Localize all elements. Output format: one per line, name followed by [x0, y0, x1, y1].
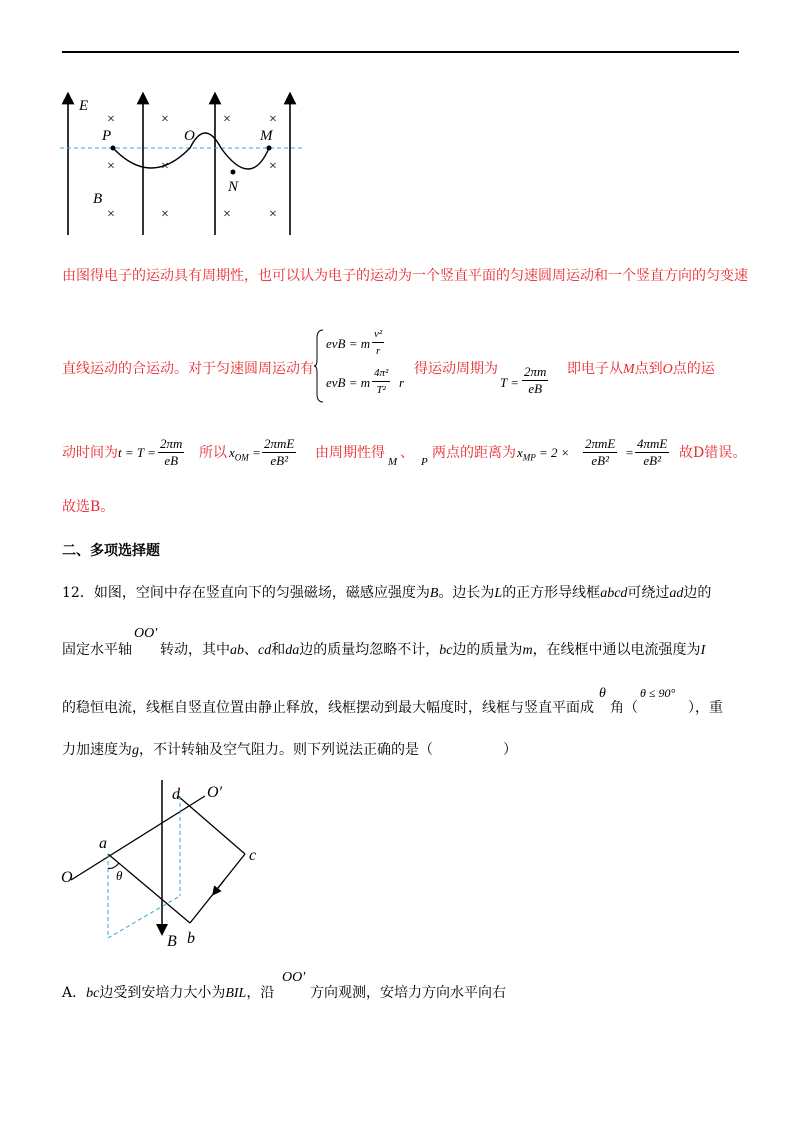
solution-line-2a: 直线运动的合运动。对于匀速圆周运动有: [62, 361, 314, 377]
solution-line-3a: 动时间为: [62, 445, 118, 461]
text-segment: 边的质量为: [452, 642, 523, 658]
equals-sign: =: [252, 445, 261, 460]
question-12-line-3b: 角（: [610, 700, 638, 716]
cross-mark: ×: [107, 207, 115, 222]
symbol-I: I: [700, 643, 706, 658]
solution-line-3b: 所以: [199, 445, 227, 461]
cross-mark: ×: [269, 207, 277, 222]
point-P: [111, 146, 116, 151]
cross-mark: ×: [107, 112, 115, 127]
fraction-numerator: 4π²: [372, 365, 390, 382]
edge-ab: [108, 854, 190, 923]
fraction-numerator: 2πm: [160, 436, 183, 451]
symbol-x: x: [229, 445, 235, 460]
symbol-ad: ad: [669, 586, 684, 601]
fraction-numerator: 2πm: [524, 364, 547, 379]
text-segment: 点到: [634, 361, 663, 377]
question-12-line-1: [62, 583, 711, 604]
equation-brace: [313, 328, 325, 404]
cross-mark: ×: [269, 112, 277, 127]
label-E: E: [79, 98, 89, 114]
xom-fraction: [262, 436, 296, 469]
question-12-line-2a: 固定水平轴: [62, 642, 132, 658]
xom-lhs: [229, 445, 261, 463]
text-segment: ，在线框中通以电流强度为: [532, 642, 701, 658]
fraction-numerator: 2πmE: [264, 436, 295, 451]
axis-OO-prime-option: OO′: [282, 970, 306, 985]
text-segment: 的正方形导线框: [502, 585, 601, 601]
symbol-B: B: [429, 586, 439, 601]
cross-mark: ×: [223, 207, 231, 222]
conclusion: 故选B。: [62, 499, 115, 515]
symbol-m: m: [522, 643, 533, 658]
solution-line-2b: 得运动周期为: [414, 361, 498, 377]
axis-OO-prime: OO′: [134, 626, 158, 641]
label-O: O: [184, 128, 195, 144]
point-N: [231, 170, 236, 175]
fraction-denominator: T²: [376, 384, 386, 396]
solution-line-3c: 由周期性得: [315, 445, 385, 461]
symbol-g: g: [132, 743, 139, 758]
current-arrow: [215, 879, 225, 892]
rotation-axis: [71, 796, 205, 880]
figure-electron-trajectory: [55, 90, 315, 240]
symbol-BIL: BIL: [225, 986, 247, 1001]
label-theta: θ: [116, 868, 123, 883]
label-c: c: [249, 847, 257, 864]
equation-2-fraction: [372, 365, 390, 398]
separator: 、: [400, 445, 414, 461]
symbol-x: x: [517, 445, 523, 460]
fraction-denominator: eB²: [591, 453, 609, 468]
fraction-numerator: 4πmE: [637, 436, 668, 451]
xmp-fraction-1: [583, 436, 617, 469]
point-M: [267, 146, 272, 151]
equation-1-fraction: [372, 326, 384, 359]
fraction-numerator: 2πmE: [585, 436, 616, 451]
solution-line-3d: 两点的距离为: [432, 445, 516, 461]
time-fraction: [158, 436, 184, 469]
label-M: M: [260, 128, 273, 144]
label-N: N: [228, 179, 239, 195]
symbol-bc: bc: [439, 643, 453, 658]
cross-mark: ×: [161, 207, 169, 222]
text-segment: 边受到安培力大小为: [99, 985, 226, 1001]
fraction-denominator: r: [375, 345, 381, 357]
fraction-numerator: v²: [372, 326, 384, 343]
text-segment: 、: [244, 642, 258, 658]
subscript-MP: MP: [522, 452, 536, 463]
label-P: P: [102, 128, 112, 144]
symbol-cd: cd: [258, 643, 272, 658]
symbol-ab: ab: [230, 643, 244, 658]
period-fraction: [522, 364, 548, 397]
fraction-denominator: eB²: [643, 453, 661, 468]
xmp-lhs: [517, 445, 570, 463]
label-b: b: [187, 930, 195, 947]
fraction-denominator: eB: [164, 453, 179, 468]
text-segment: ，沿: [246, 985, 275, 1001]
solution-line-1: 由图得电子的运动具有周期性，也可以认为电子的运动为一个竖直平面的匀速圆周运动和一个竖直方向的匀变速: [62, 268, 748, 284]
edge-cd: [178, 796, 245, 854]
header-rule: [62, 51, 739, 53]
equals-two-times: = 2 ×: [539, 445, 570, 460]
equals-sign: =: [625, 445, 634, 460]
fraction-denominator: eB²: [270, 453, 288, 468]
symbol-L: L: [494, 586, 503, 601]
option-a-end: 方向观测，安培力方向水平向右: [310, 985, 506, 1001]
time-lhs: t = T =: [118, 445, 156, 460]
text-segment: 可绕过: [627, 585, 670, 601]
cross-mark: ×: [107, 159, 115, 174]
option-a: [62, 983, 274, 1004]
label-a: a: [99, 835, 107, 852]
equation-2-lhs: evB = m: [326, 375, 371, 390]
label-B: B: [93, 191, 103, 207]
figure-wire-frame: [55, 778, 275, 953]
symbol-bc: bc: [86, 986, 100, 1001]
text-segment: 转动，其中: [160, 642, 230, 658]
text-segment: 。边长为: [438, 585, 495, 601]
text-segment: 即电子从: [567, 361, 623, 377]
text-segment: 力加速度为: [62, 742, 132, 758]
section-heading: 二、多项选择题: [62, 543, 160, 559]
question-12-line-3c: ），重: [688, 700, 723, 716]
symbol-O: O: [662, 362, 673, 377]
angle-condition: θ ≤ 90°: [640, 686, 676, 700]
cross-mark: ×: [161, 159, 169, 174]
equation-2-r: r: [399, 375, 405, 390]
symbol-P-low: P: [421, 456, 428, 468]
text-segment: 和: [271, 642, 286, 658]
text-segment: ，不计转轴及空气阻力。则下列说法正确的是（: [139, 742, 433, 758]
label-O-prime: O′: [207, 784, 223, 801]
symbol-theta: θ: [599, 686, 606, 701]
xmp-fraction-2: [635, 436, 669, 469]
subscript-OM: OM: [234, 452, 249, 463]
text-segment: 边的质量均忽略不计，: [299, 642, 440, 658]
question-12-line-3a: 的稳恒电流，线框自竖直位置由静止释放，线框摆动到最大幅度时，线框与竖直平面成: [62, 700, 594, 716]
symbol-abcd: abcd: [600, 586, 628, 601]
option-label: A．: [62, 985, 87, 1001]
question-12-line-4: [62, 740, 517, 761]
dashed-bottom: [108, 896, 180, 938]
label-B: B: [167, 933, 177, 950]
cross-mark: ×: [223, 112, 231, 127]
equation-1-lhs: evB = m: [326, 336, 371, 351]
text-segment: 点的运: [672, 361, 715, 377]
symbol-M-low: M: [388, 456, 398, 468]
text-segment: 边的: [683, 585, 712, 601]
symbol-da: da: [285, 643, 300, 658]
text-segment: ）: [503, 742, 517, 758]
symbol-M: M: [623, 362, 635, 377]
solution-line-2c: [567, 359, 715, 380]
label-d: d: [172, 786, 180, 803]
cross-mark: ×: [161, 112, 169, 127]
fraction-denominator: eB: [528, 381, 543, 396]
label-O: O: [61, 869, 73, 886]
cross-mark: ×: [269, 159, 277, 174]
text-segment: 12．如图，空间中存在竖直向下的匀强磁场，磁感应强度为: [62, 585, 430, 601]
solution-line-3e: 故D错误。: [679, 445, 747, 461]
question-12-line-2b: [160, 640, 705, 661]
period-lhs: T =: [500, 375, 520, 390]
